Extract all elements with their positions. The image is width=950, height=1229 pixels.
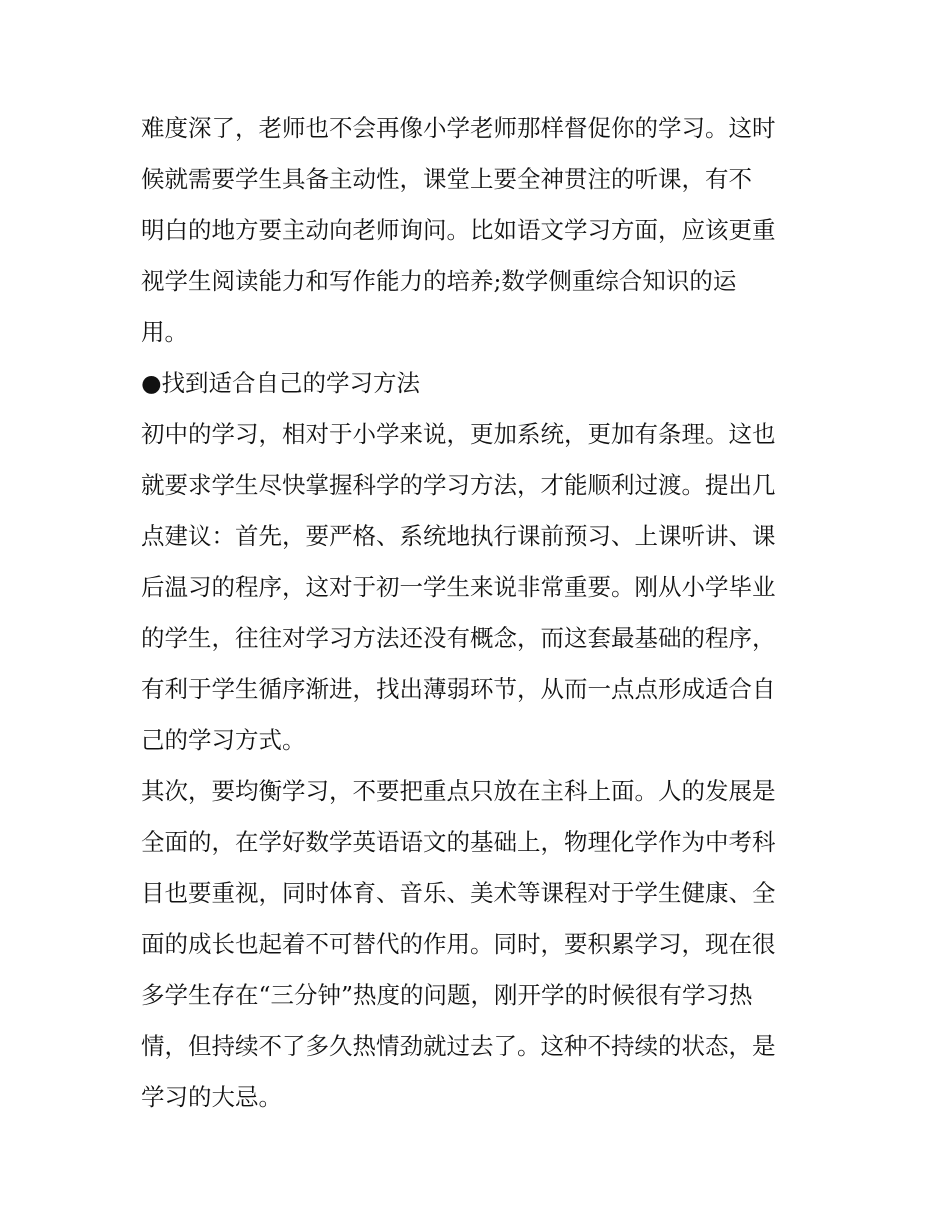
paragraph-line: 用。 [141,318,188,346]
paragraph-line: 己的学习方式。 [141,726,306,754]
paragraph-line: 视学生阅读能力和写作能力的培养;数学侧重综合知识的运 [141,267,737,295]
paragraph-line: 目也要重视，同时体育、音乐、美术等课程对于学生健康、全 [141,879,776,907]
paragraph-line: 有利于学生循序渐进，找出薄弱环节，从而一点点形成适合自 [141,675,776,703]
paragraph-line: 难度深了，老师也不会再像小学老师那样督促你的学习。这时 [141,114,776,142]
paragraph-line: 的学生，往往对学习方法还没有概念，而这套最基础的程序， [141,624,776,652]
paragraph-line: 初中的学习，相对于小学来说，更加系统，更加有条理。这也 [141,420,776,448]
paragraph-line: 面的成长也起着不可替代的作用。同时，要积累学习，现在很 [141,930,776,958]
paragraph-line: 学习的大忌。 [141,1083,282,1111]
paragraph-line: 后温习的程序，这对于初一学生来说非常重要。刚从小学毕业 [141,573,776,601]
paragraph-line: 情，但持续不了多久热情劲就过去了。这种不持续的状态，是 [141,1032,776,1060]
section-heading: ●找到适合自己的学习方法 [141,369,421,397]
paragraph-line: 候就需要学生具备主动性，课堂上要全神贯注的听课，有不 [141,165,752,193]
paragraph-line: 全面的，在学好数学英语语文的基础上，物理化学作为中考科 [141,828,776,856]
paragraph-line: 点建议：首先，要严格、系统地执行课前预习、上课听讲、课 [141,522,776,550]
paragraph-line: 就要求学生尽快掌握科学的学习方法，才能顺利过渡。提出几 [141,471,776,499]
paragraph-line: 其次，要均衡学习，不要把重点只放在主科上面。人的发展是 [141,777,776,805]
paragraph-line: 明白的地方要主动向老师询问。比如语文学习方面，应该更重 [141,216,776,244]
paragraph-line: 多学生存在“三分钟”热度的问题，刚开学的时候很有学习热 [141,981,753,1009]
